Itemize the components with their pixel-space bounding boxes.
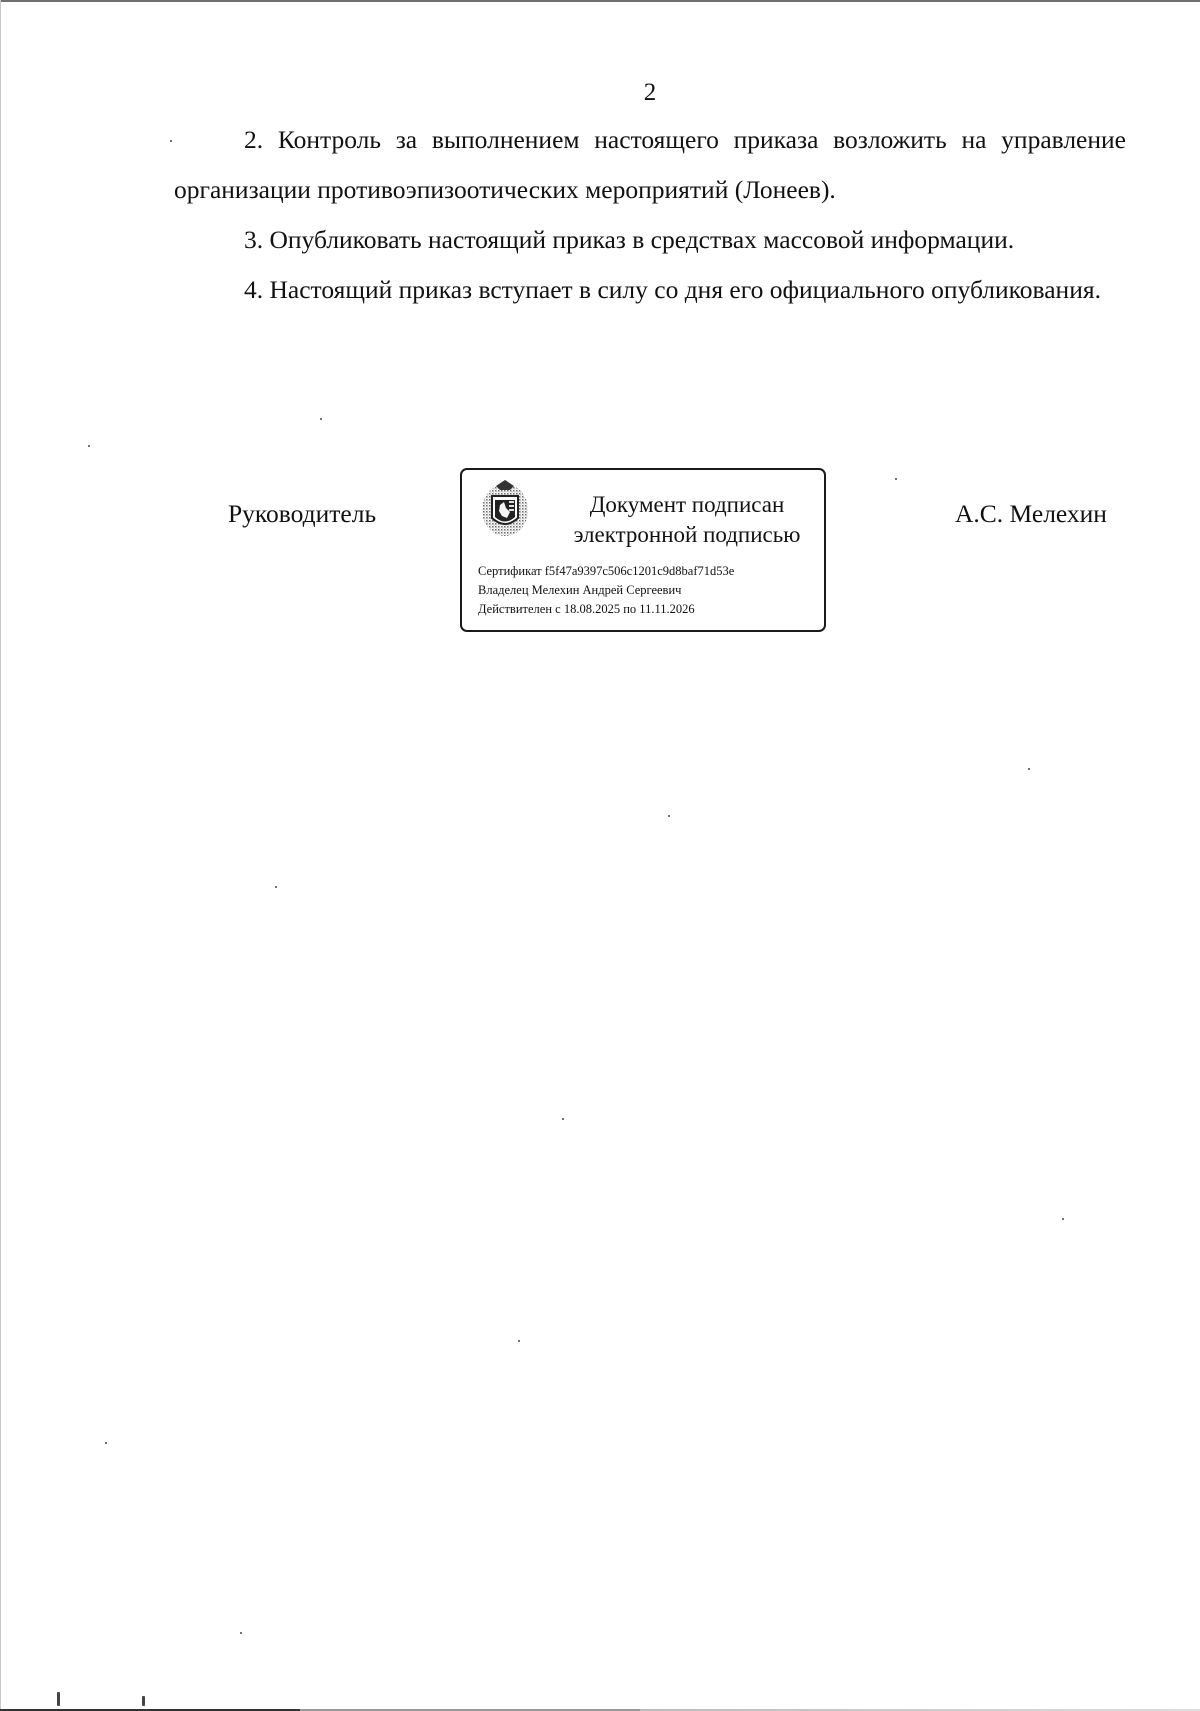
paragraph-text: Опубликовать настоящий приказ в средствах массовой информации. xyxy=(269,225,1015,254)
scan-speck xyxy=(105,1442,107,1444)
page-number: 2 xyxy=(643,79,657,106)
validity-label: Действителен xyxy=(478,602,553,616)
owner-row xyxy=(478,581,734,600)
signer-position: Руководитель xyxy=(228,499,377,528)
scan-edge-left xyxy=(0,0,1,1711)
scan-speck xyxy=(320,418,322,420)
certificate-label: Сертификат xyxy=(478,564,542,578)
valid-to-date: 11.11.2026 xyxy=(639,602,695,616)
owner-value: Мелехин Андрей Сергеевич xyxy=(531,583,682,597)
paragraph-3 xyxy=(174,215,1126,265)
paragraph-number: 2. xyxy=(244,125,264,154)
paragraph-number: 3. xyxy=(244,225,264,254)
paragraph-number: 4. xyxy=(244,275,264,304)
scan-speck xyxy=(562,1118,564,1120)
stamp-heading-line1: Документ подписан xyxy=(589,492,785,517)
scan-speck xyxy=(895,478,897,480)
stamp-heading xyxy=(562,490,812,550)
scan-speck xyxy=(170,140,172,142)
certificate-value: f5f47a9397c506c1201c9d8baf71d53e xyxy=(544,564,735,578)
signer-name: А.С. Мелехин xyxy=(955,499,1107,528)
paragraph-text: Контроль за выполнением настоящего приказа возложить на управление организации противоэпизоотических мероприятий (Лонеев). xyxy=(174,125,1126,204)
coat-of-arms-icon xyxy=(480,478,530,538)
certificate-row xyxy=(478,562,734,581)
scan-speck xyxy=(57,1692,60,1706)
stamp-heading-line2: электронной подписью xyxy=(573,522,801,547)
valid-to-prefix: по xyxy=(623,602,637,616)
paragraph-4 xyxy=(174,265,1126,315)
valid-from-prefix: с xyxy=(555,602,561,616)
paragraph-text: Настоящий приказ вступает в силу со дня его официального опубликования. xyxy=(269,275,1101,304)
paragraph-2 xyxy=(174,115,1126,215)
scan-speck xyxy=(142,1696,145,1706)
electronic-signature-stamp xyxy=(460,468,826,632)
valid-from-date: 18.08.2025 xyxy=(563,602,621,616)
scan-speck xyxy=(1028,768,1030,770)
scan-speck xyxy=(275,886,277,888)
scan-speck xyxy=(240,1632,242,1634)
stamp-details xyxy=(478,562,734,619)
scan-speck xyxy=(668,815,670,817)
owner-label: Владелец xyxy=(478,583,529,597)
document-body xyxy=(174,115,1126,315)
scan-speck xyxy=(1062,1218,1064,1220)
scan-speck xyxy=(88,445,90,447)
scan-speck xyxy=(518,1340,520,1342)
validity-row xyxy=(478,600,734,619)
scan-edge-top xyxy=(0,0,1200,2)
signature-block xyxy=(0,468,1200,638)
